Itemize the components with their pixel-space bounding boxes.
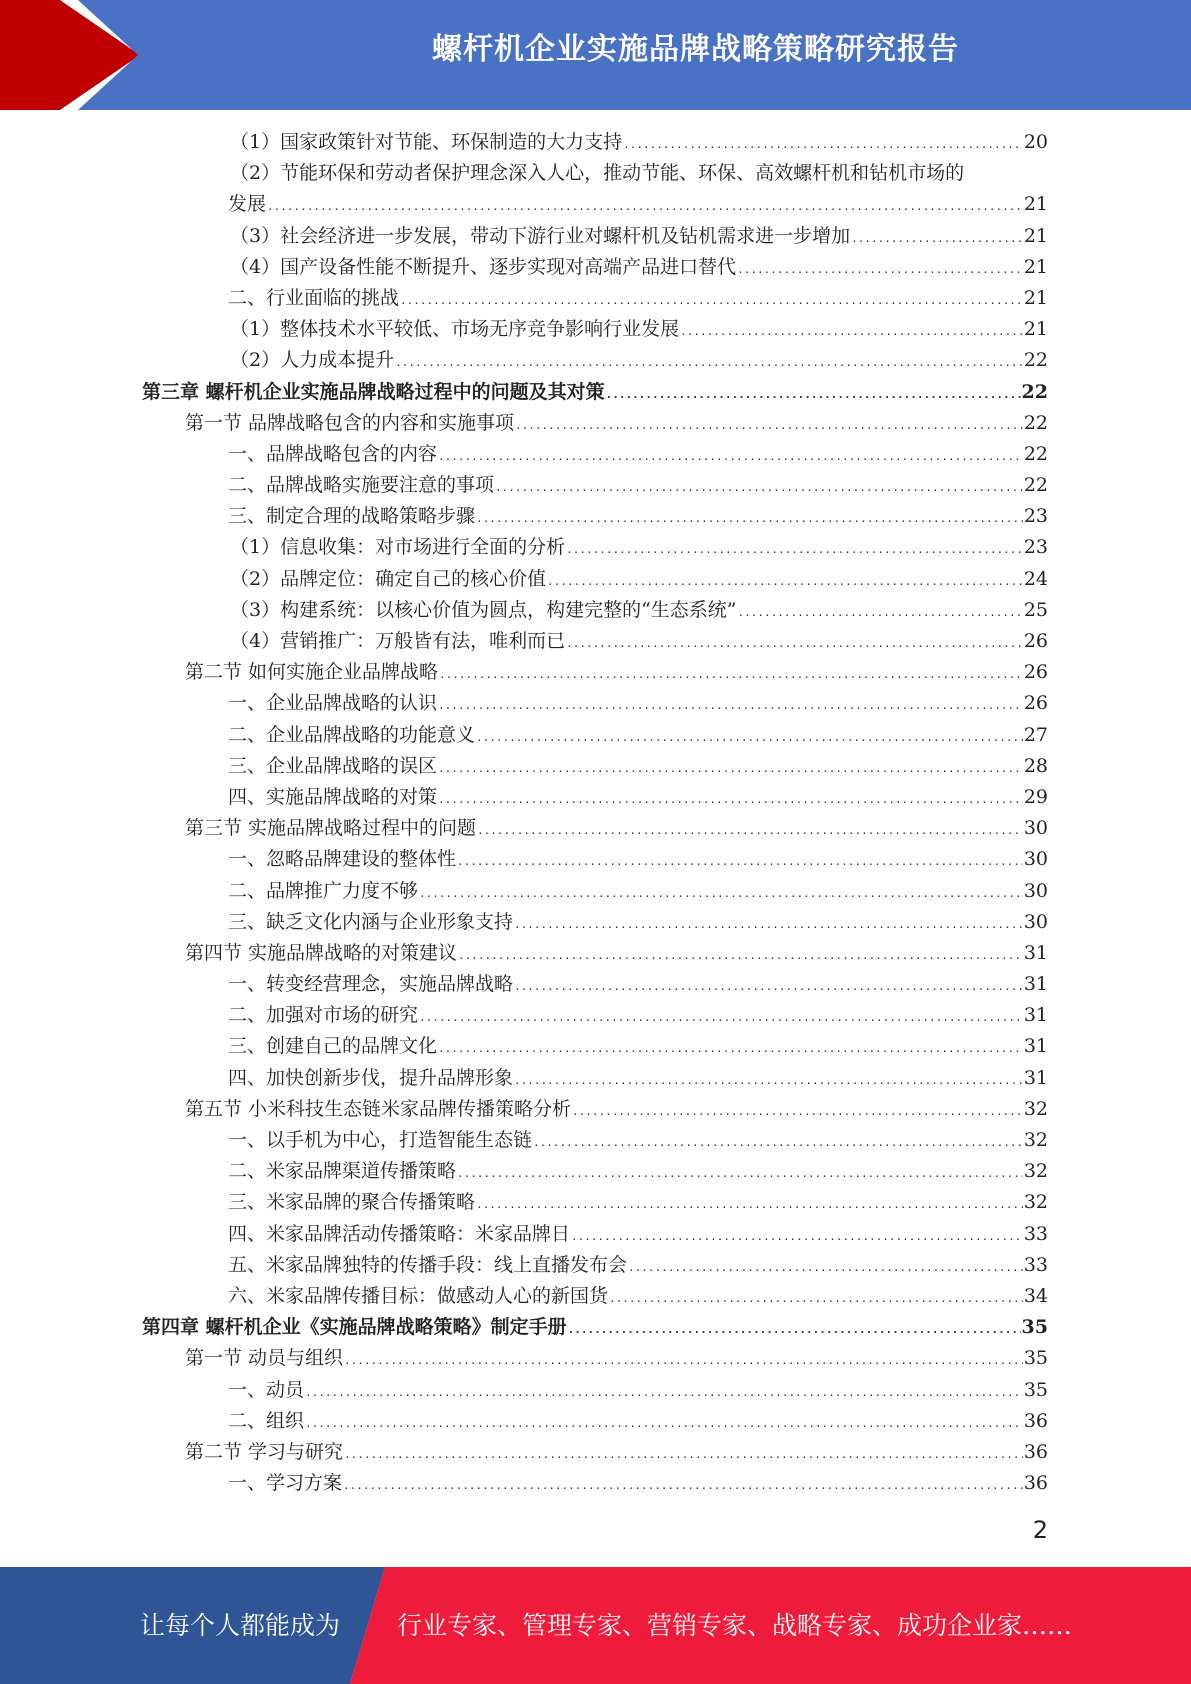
toc-dot-leader [343,1470,1023,1501]
toc-page-number: 31 [1023,973,1048,996]
toc-dot-leader [533,1127,1023,1158]
toc-page-number: 21 [1023,286,1048,309]
toc-page-number: 21 [1023,255,1048,278]
toc-entry[interactable] [0,1094,1191,1125]
toc-dot-leader [438,753,1023,784]
table-of-contents [0,127,1191,1499]
toc-entry[interactable] [0,595,1191,626]
toc-entry[interactable] [0,408,1191,439]
toc-page-number: 31 [1023,941,1048,964]
toc-page-number: 31 [1023,1066,1048,1089]
toc-dot-leader [495,472,1023,503]
toc-page-number: 32 [1023,1129,1048,1151]
toc-entry-title: 二、企业品牌战略的功能意义 [228,723,476,746]
toc-entry[interactable] [0,626,1191,657]
toc-page-number: 30 [1023,848,1048,871]
toc-page-number: 30 [1023,910,1048,933]
toc-entry[interactable] [0,1468,1191,1499]
toc-page-number: 22 [1023,349,1048,372]
toc-entry[interactable] [0,1031,1191,1062]
toc-entry[interactable] [0,564,1191,595]
toc-entry[interactable] [0,1437,1191,1468]
report-title: 螺杆机企业实施品牌战略策略研究报告 [432,32,959,67]
toc-dot-leader [514,971,1023,1002]
toc-entry-title: （2）品牌定位：确定自己的核心价值 [230,567,547,590]
toc-entry-title: 第二节 如何实施企业品牌战略 [185,661,439,684]
toc-page-number: 35 [1023,1378,1048,1401]
toc-entry-title: （1）整体技术水平较低、市场无序竞争影响行业发展 [230,318,680,341]
toc-entry-title: 三、米家品牌的聚合传播策略 [228,1191,476,1214]
toc-entry-title: 第四节 实施品牌战略的对策建议 [185,941,458,964]
toc-page-number: 22 [1023,411,1048,434]
toc-page-number: 26 [1023,692,1048,715]
toc-dot-leader [514,909,1023,940]
toc-entry[interactable] [0,751,1191,782]
toc-entry-title: 第三章 螺杆机企业实施品牌战略过程中的问题及其对策 [142,380,605,403]
toc-entry[interactable] [0,1187,1191,1218]
toc-page-number: 25 [1023,598,1048,621]
toc-page-number: 35 [1023,1347,1048,1370]
toc-entry-title: （2）人力成本提升 [230,349,395,372]
toc-page-number: 26 [1023,661,1048,684]
toc-page-number: 28 [1023,754,1048,777]
toc-entry-title: 第二节 学习与研究 [185,1440,344,1463]
toc-entry[interactable] [0,844,1191,875]
toc-page-number: 35 [1021,1316,1048,1339]
toc-entry-title: 一、企业品牌战略的认识 [228,692,438,715]
toc-entry[interactable] [0,127,1191,158]
toc-entry-title: （4）营销推广：万般皆有法，唯利而已 [230,630,566,652]
toc-dot-leader [458,940,1023,971]
toc-page-number: 21 [1023,193,1048,216]
toc-entry-title: 第一节 品牌战略包含的内容和实施事项 [185,411,515,434]
toc-dot-leader [571,1221,1023,1252]
toc-entry[interactable] [0,1406,1191,1437]
toc-entry[interactable] [0,720,1191,751]
toc-entry[interactable] [0,657,1191,688]
toc-entry[interactable] [0,1250,1191,1281]
toc-entry[interactable] [0,314,1191,345]
toc-page-number: 36 [1023,1440,1048,1463]
toc-page-number: 36 [1023,1472,1048,1495]
toc-dot-leader [305,1377,1023,1408]
toc-entry[interactable] [0,377,1191,408]
toc-entry-title: 二、加强对市场的研究 [228,1004,419,1027]
toc-entry-title: 一、学习方案 [228,1472,343,1495]
toc-entry[interactable] [0,439,1191,470]
toc-dot-leader [623,129,1023,160]
toc-page-number: 29 [1023,785,1048,808]
toc-entry-title: （3）社会经济进一步发展，带动下游行业对螺杆机及钻机需求进一步增加 [230,224,851,247]
toc-dot-leader [438,441,1023,472]
toc-entry-title: 一、忽略品牌建设的整体性 [228,848,457,871]
toc-page-number: 32 [1023,1097,1048,1120]
toc-page-number: 34 [1023,1284,1048,1307]
toc-page-number: 22 [1023,442,1048,465]
toc-entry[interactable] [0,1375,1191,1406]
toc-entry[interactable] [0,1125,1191,1156]
toc-entry-title: 三、制定合理的战略策略步骤 [228,505,476,528]
toc-page-number: 30 [1023,879,1048,902]
toc-entry[interactable] [0,189,1191,220]
toc-dot-leader [568,1314,1021,1345]
toc-page-number: 36 [1023,1409,1048,1432]
toc-dot-leader [419,878,1023,909]
toc-entry-title: 发展 [228,193,267,216]
toc-dot-leader [566,534,1023,565]
toc-entry[interactable] [0,252,1191,283]
toc-entry-title: 二、米家品牌渠道传播策略 [228,1160,457,1183]
toc-dot-leader [400,285,1023,316]
toc-dot-leader [477,815,1023,846]
toc-dot-leader [851,223,1023,254]
toc-entry-title: 一、以手机为中心，打造智能生态链 [228,1129,533,1151]
toc-dot-leader [680,316,1023,347]
toc-dot-leader [606,379,1021,410]
toc-page-number: 21 [1023,224,1048,247]
toc-entry[interactable] [0,813,1191,844]
toc-page-number: 22 [1021,380,1048,403]
toc-entry[interactable] [0,1063,1191,1094]
toc-dot-leader [476,722,1023,753]
toc-entry[interactable] [0,688,1191,719]
toc-dot-leader [572,1096,1023,1127]
page-footer [0,1567,1191,1684]
toc-dot-leader [737,254,1023,285]
toc-entry[interactable] [0,501,1191,532]
toc-dot-leader [514,1065,1023,1096]
toc-entry[interactable] [0,221,1191,252]
toc-dot-leader [438,690,1023,721]
toc-dot-leader [515,410,1023,441]
toc-dot-leader [344,1345,1023,1376]
toc-entry-title: 第四章 螺杆机企业《实施品牌战略策略》制定手册 [142,1316,567,1339]
toc-page-number: 31 [1023,1004,1048,1027]
toc-page-number: 24 [1023,567,1048,590]
toc-entry-line: （2）节能环保和劳动者保护理念深入人心，推动节能、环保、高效螺杆机和钻机市场的 [230,162,965,185]
toc-page-number: 21 [1023,318,1048,341]
toc-page-number: 23 [1023,536,1048,559]
toc-entry-title: 五、米家品牌独特的传播手段：线上直播发布会 [228,1253,628,1276]
toc-entry-title: 第一节 动员与组织 [185,1347,344,1370]
toc-dot-leader [476,1189,1023,1220]
toc-entry[interactable] [0,782,1191,813]
toc-dot-leader [609,1283,1023,1314]
toc-entry[interactable] [0,1219,1191,1250]
toc-dot-leader [438,1033,1023,1064]
toc-entry[interactable] [0,907,1191,938]
header-arrow-decoration [0,0,160,110]
toc-page-number: 33 [1023,1222,1048,1245]
toc-entry[interactable] [0,1156,1191,1187]
toc-entry[interactable] [0,283,1191,314]
page-header [0,0,1191,110]
toc-dot-leader [344,1439,1023,1470]
toc-entry-title: 三、创建自己的品牌文化 [228,1035,438,1058]
toc-page-number: 27 [1023,723,1048,746]
toc-entry-title: 四、米家品牌活动传播策略：米家品牌日 [228,1222,571,1245]
toc-page-number: 20 [1023,131,1048,153]
toc-dot-leader [395,347,1023,378]
toc-entry[interactable] [0,969,1191,1000]
toc-entry[interactable] [0,1312,1191,1343]
toc-entry[interactable] [0,345,1191,376]
toc-entry[interactable] [0,938,1191,969]
toc-page-number: 22 [1023,474,1048,497]
toc-entry-title: 三、企业品牌战略的误区 [228,754,438,777]
toc-entry-title: 一、品牌战略包含的内容 [228,442,438,465]
toc-page-number: 31 [1023,1035,1048,1058]
toc-dot-leader [267,191,1023,222]
toc-entry-title: 第五节 小米科技生态链米家品牌传播策略分析 [185,1097,572,1120]
page-number: 2 [1032,1516,1048,1544]
toc-dot-leader [419,1002,1023,1033]
toc-entry-title: （1）信息收集：对市场进行全面的分析 [230,536,566,559]
footer-slogan-left: 让每个人都能成为 [140,1611,341,1640]
toc-entry[interactable] [0,876,1191,907]
toc-page-number: 23 [1023,505,1048,528]
toc-dot-leader [476,503,1023,534]
toc-entry-title: 二、行业面临的挑战 [228,286,400,309]
toc-entry-title: （4）国产设备性能不断提升、逐步实现对高端产品进口替代 [230,255,737,278]
toc-entry-title: 一、动员 [228,1378,305,1401]
toc-entry-title: 第三节 实施品牌战略过程中的问题 [185,817,477,840]
toc-entry-title: 六、米家品牌传播目标：做感动人心的新国货 [228,1284,609,1307]
toc-dot-leader [457,846,1023,877]
toc-entry[interactable] [0,1281,1191,1312]
toc-dot-leader [738,597,1023,628]
toc-page-number: 33 [1023,1253,1048,1276]
toc-entry[interactable] [0,532,1191,563]
toc-page-number: 32 [1023,1160,1048,1183]
toc-dot-leader [566,628,1023,659]
toc-dot-leader [305,1408,1023,1439]
toc-dot-leader [438,784,1023,815]
toc-dot-leader [439,659,1023,690]
toc-dot-leader [547,566,1023,597]
toc-entry-title: 二、品牌战略实施要注意的事项 [228,474,495,497]
toc-entry-title: 一、转变经营理念，实施品牌战略 [228,973,514,996]
toc-dot-leader [628,1252,1023,1283]
toc-entry-title: 三、缺乏文化内涵与企业形象支持 [228,910,514,933]
toc-entry-title: （3）构建系统：以核心价值为圆点，构建完整的“生态系统” [230,598,737,621]
toc-entry[interactable] [0,470,1191,501]
toc-entry[interactable] [0,1000,1191,1031]
toc-dot-leader [457,1158,1023,1189]
toc-entry-title: （1）国家政策针对节能、环保制造的大力支持 [230,131,623,153]
toc-page-number: 30 [1023,817,1048,840]
toc-entry[interactable] [0,1343,1191,1374]
footer-slogan-right: 行业专家、管理专家、营销专家、战略专家、成功企业家…… [397,1611,1073,1640]
toc-entry-title: 二、品牌推广力度不够 [228,879,419,902]
toc-page-number: 26 [1023,630,1048,652]
toc-page-number: 32 [1023,1191,1048,1214]
toc-entry-title: 四、加快创新步伐，提升品牌形象 [228,1066,514,1089]
toc-entry-title: 四、实施品牌战略的对策 [228,785,438,808]
toc-entry-title: 二、组织 [228,1409,305,1432]
